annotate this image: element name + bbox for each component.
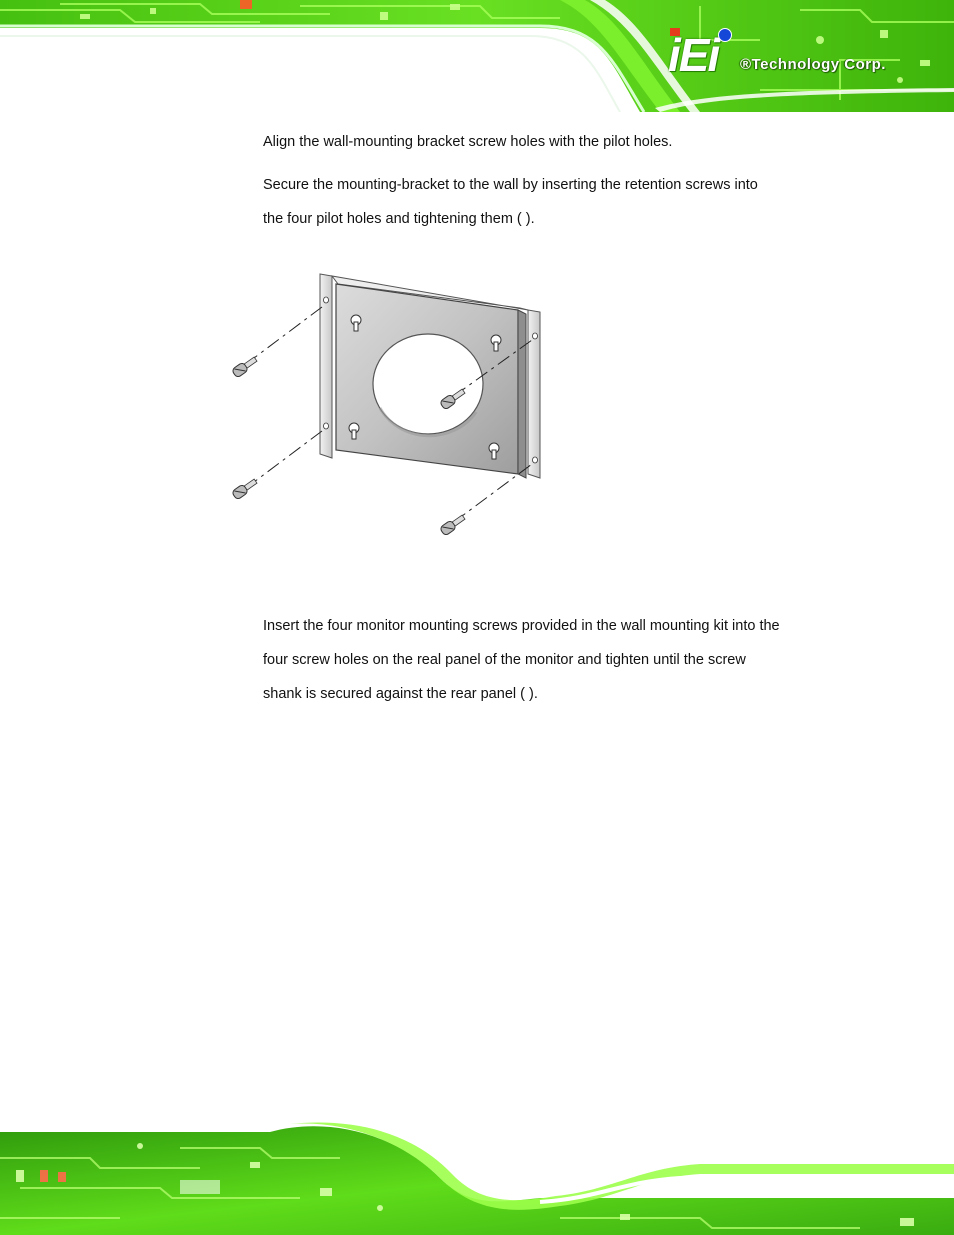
logo-company-name: ®Technology Corp. xyxy=(740,56,886,73)
step-secure-bracket-line-2: the four pilot holes and tightening them ( ). xyxy=(263,211,535,227)
step-insert-monitor-screws xyxy=(263,609,833,711)
step-insert-monitor-screws-line-3: shank is secured against the rear panel ( ). xyxy=(263,686,538,702)
step-insert-monitor-screws-line-2: four screw holes on the real panel of the monitor and tighten until the screw xyxy=(263,652,746,668)
logo-dot xyxy=(718,28,732,42)
step-secure-bracket-line-1: Secure the mounting-bracket to the wall by inserting the retention screws into xyxy=(263,177,758,193)
step-insert-monitor-screws-line-1: Insert the four monitor mounting screws provided in the wall mounting kit into the xyxy=(263,618,780,634)
page-header xyxy=(0,0,954,112)
iei-logo xyxy=(664,24,954,84)
wall-bracket-figure xyxy=(220,262,560,542)
step-align-bracket-line-1: Align the wall-mounting bracket screw holes with the pilot holes. xyxy=(263,134,673,150)
step-secure-bracket xyxy=(263,168,833,236)
circuit-board-footer-graphic xyxy=(0,1118,954,1235)
page-footer xyxy=(0,1118,954,1235)
wall-bracket-illustration xyxy=(220,262,560,542)
logo-mark: iEi xyxy=(668,29,719,81)
step-align-bracket xyxy=(263,125,833,159)
